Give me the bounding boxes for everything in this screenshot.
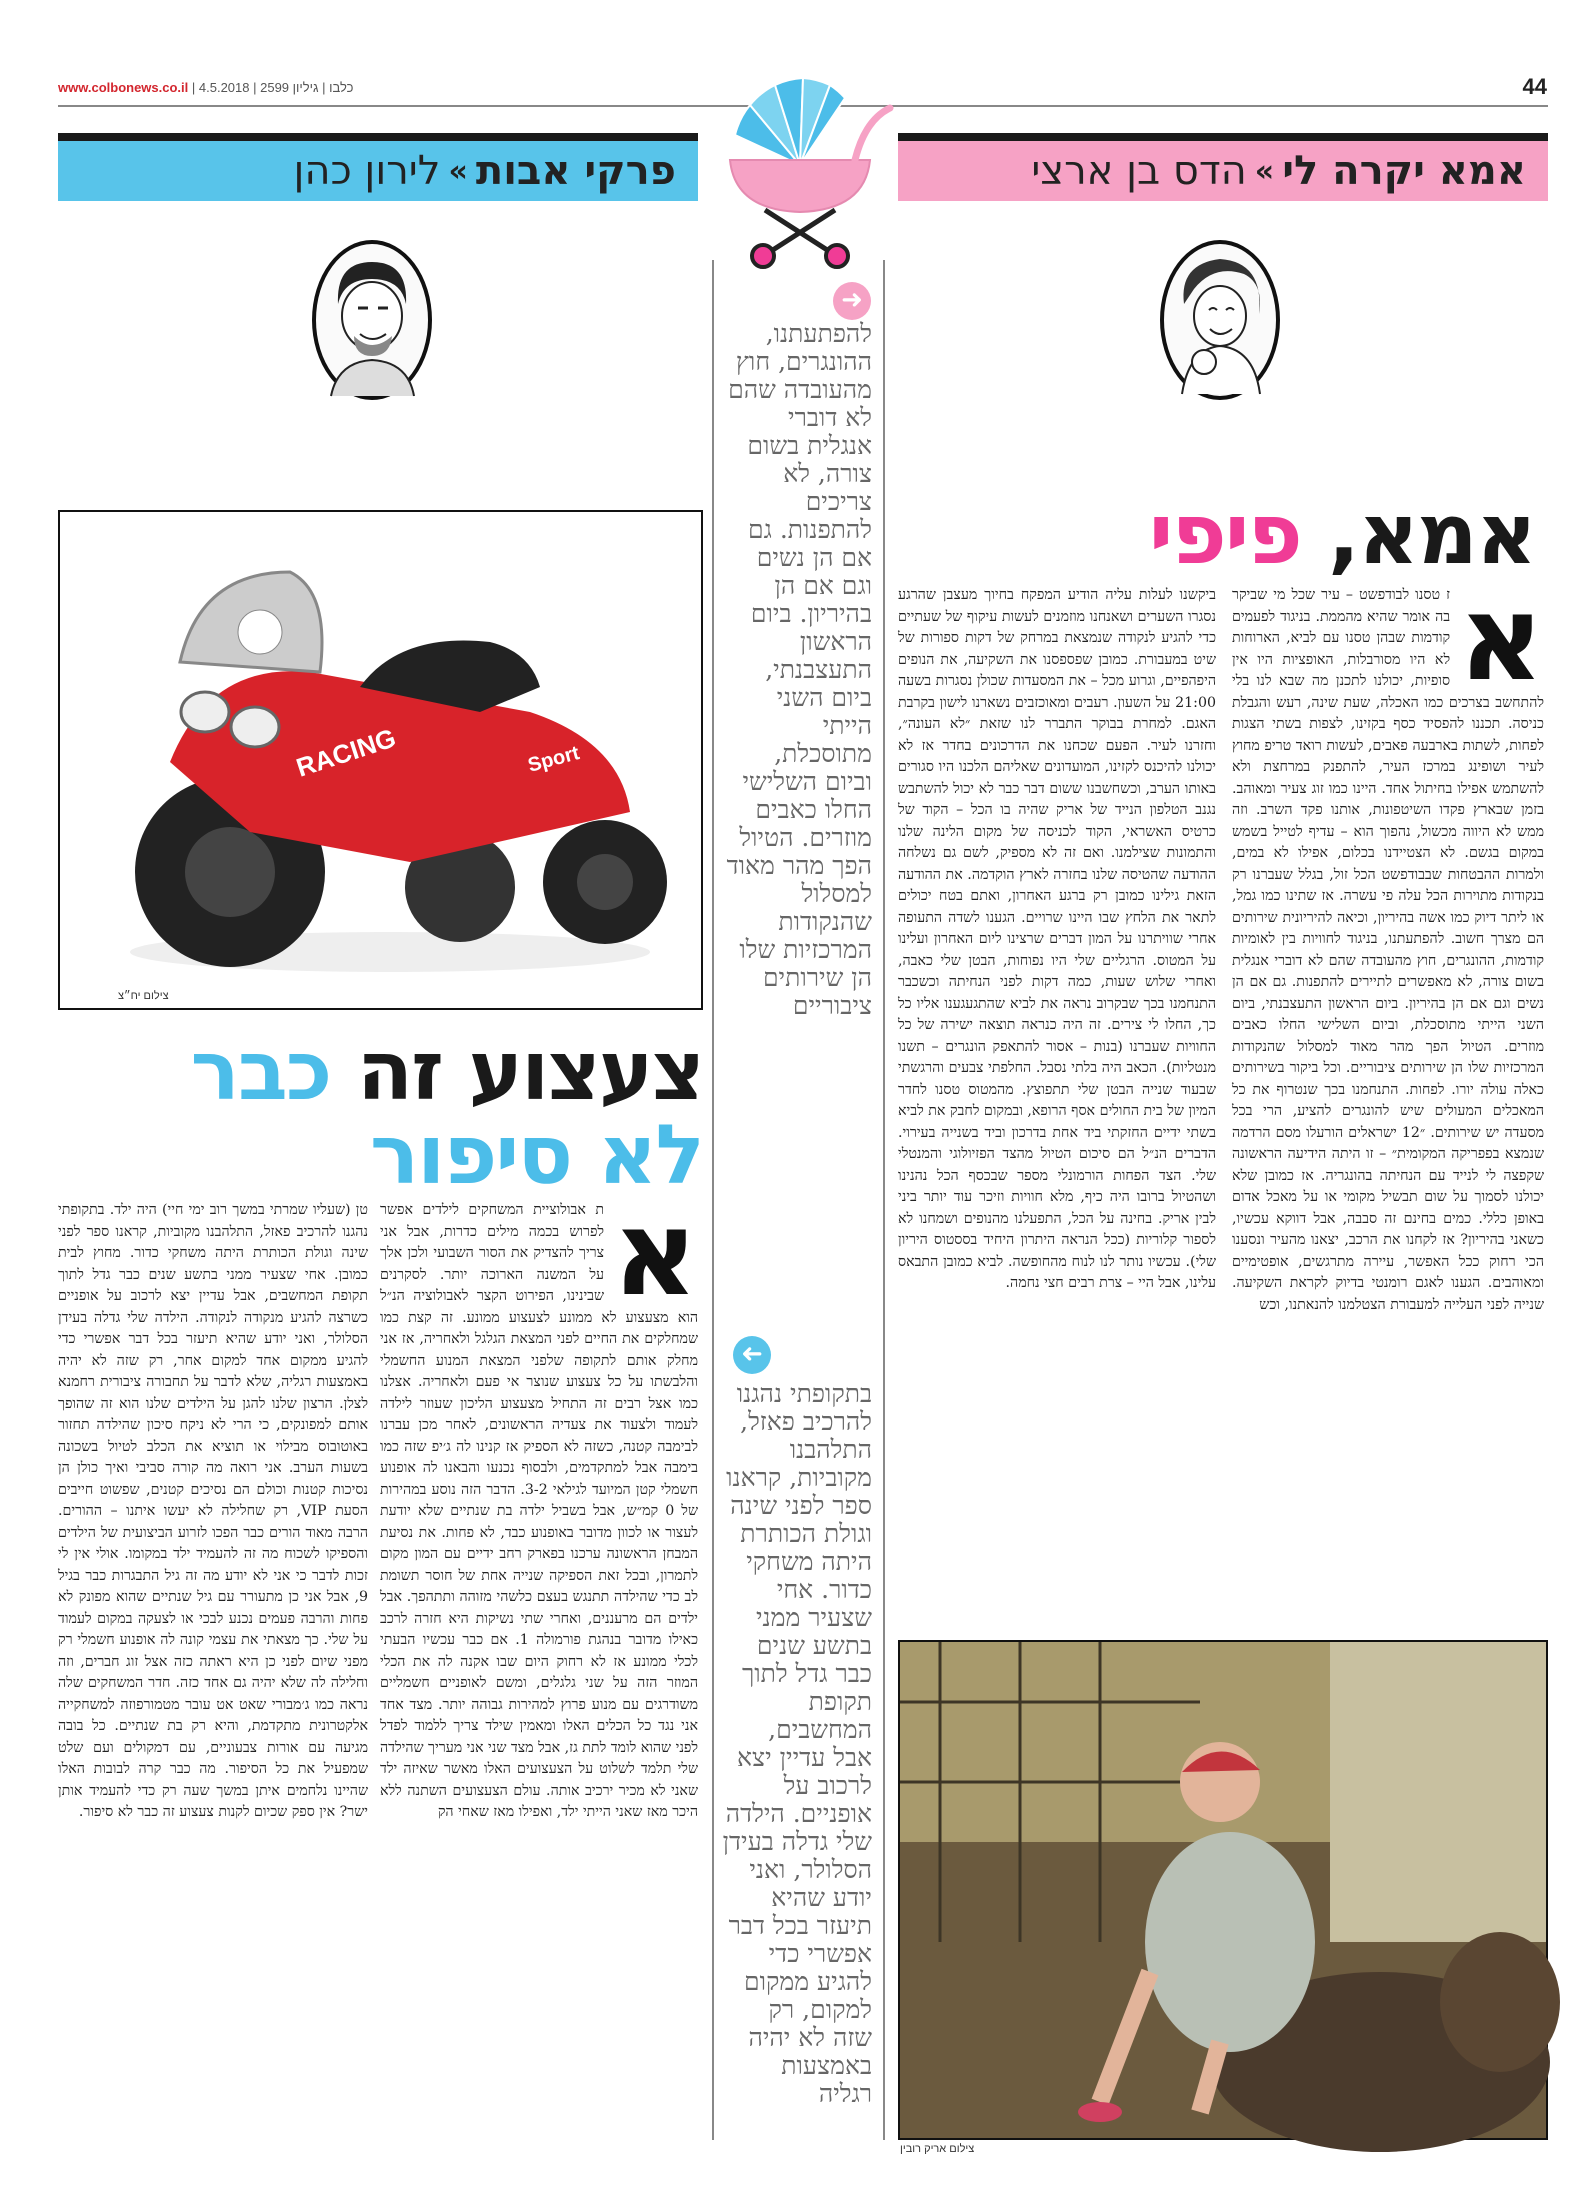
right-banner-top-stripe (898, 133, 1548, 141)
issue-info: | כלבו | גיליון 2599 | 4.5.2018 (191, 80, 354, 95)
left-article-col1 (380, 1184, 698, 2160)
right-col2-text: ביקשנו לעלות עליה הודיע המפקח בחיוך מעצבן שהרגע נסגרו השערים ושאנחנו מוזמנים לעשות עיקוף של שעתיים כדי להגיע לנקודה שנמצאת במרחק של דקות ספורות של שיט במעבורת. כמובן שפספסנו את השקיעה, את הנופים היפהפיים, וגרוע מכל – את המסעדות שכולן נסגרות בשעה 21:00 על השעון. רעבים ומאוכזבים נשארנו לישון בקרבת האגם. למחרת בבוקר התברר לנו שזאת ״לא העונה״, וחזרנו לעיר. הפעם שכחנו את הדרכונים בחדר אז לא יכולנו להיכנס לקזינו, המועדונים שאליהם הלכנו היו סגורים באותו הערב, וכשחשבנו ששום דבר כבר לא יכול להשתבש נגנב הטלפון הנייד של אריק שהיה בו הכל – הקוד של כרטיס האשראי, הקוד לכניסה של מקום הלינה שלנו והתמונות שצילמנו. ואם זה לא מספיק, לשם גם נשלחה ההודעה שהטיסה שלנו בחזרה לארץ הוקדמה. את ההודעה הזאת גילינו כמובן רק ברגע האחרון, ואתם בטח יכולים לתאר את הלחץ שבו היינו שרויים. הגענו לשדה התעופה אחרי שוויתרנו על המון דברים שרצינו ליום האחרון ועלינו על המטוס. הרגליים שלי היו נפוחות, הבטן שלי כאבה, ואחרי שלוש שעות, כמה דקות לפני הנחיתה וכשכבר התנחמנו בכך שבקרוב נראה את לביא שהתגעגענו אליו כל כך, החלו לי צירים. זה היה כנראה תוצאה ישירה של כל החוויות שעברנו (בנות – אסור להתאפק הונגרים – תשנו מנטליות). הכאב היה בלתי נסבל. החלפתי צבעים והרגשתי שבעוד שנייה הבטן שלי תתפוצץ. מהמטוס טסנו לחדר המיון של בית החולים אסף הרופא, ובמקום לחבק את לביא בשתי ידיים החזקתי ביד אחת בדרכון וביד בשנייה בעירוי. הדברים הנ״ל הם סיכום הטיול מהצד הפזיולוגי והמנטלי שלי. הצד הפחות הורמונלי מספר שבכסף הכל נהנינו ושהטיול ברובו היה כיף, מלא חוויות וזיכר עוד יותר ביני לבין אריק. בחינה על הכל, התפעלנו מהנופים ושמחנו לא לספור קלוריות (ככל הנראה היתרון היחיד בססטוס היריון שלי). עכשיו נותר לנו לנוח מהחופשה. לביא כמובן התבאס עלינו, אבל היי – צרת רבים חצי נחמה. (898, 587, 1216, 1291)
left-banner-title: פרקי אבות (475, 148, 676, 194)
left-col2-text: טן (שעליו שמרתי במשך רוב ימי חיי) היה ילד. בתקופתי נהגנו להרכיב פאזל, התלהבנו מקוביות, קראנו ספר לפני שינה וגולת הכותרת היתה משחקי כדור. מחוץ לבית כמובן. אחי שצעיר ממני בתשע שנים כבר גדל לתוך תקופת המחשבים, אבל עדיין יצא לרכוב על אופניים כשרצה להגיע מנקודה לנקודה. הילדה שלי גדלה בעידן הסלולר, ואני יודע שהיא תיעזר בכל דבר אפשרי כדי להגיע ממקום אחד למקום אחר, רק שזה לא יהיה באמצעות רגליה, שלא לדבר על תחבורה ציבורית רחמנא לצלן. הרצון שלנו להגן על הילדים שלנו הוא זה שהופך אותם למפונקים, כי הרי לא ניקח סיכון שהילדה תחזור באוטובוס מבילוי או תוציא את הכלב לטיול בשכונה בשעות הערב. אני רואה מה קורה סביבי ואיך כולן הן נסיכות קטנות וכולם הם נסיכים קטנים, שפשוט חייבים הסעת VIP, רק שחלילה לא יעשו איתנו – ההורים. הרבה מאוד הורים כבר הפכו לזרוע הביצועית של הילדים והספיקו לשכוח מה זה להעמיד ילד במקומו. אולי אין לי זכות לדבר כי אני לא יודע מה זה גיל התבגרות כבר בגיל 9, אבל אני כן מתעורר עם גיל שנתיים שהוא מפונק לא פחות והרבה פעמים נכנע לבכי או לצעקה במקום לעמוד על שלי. כך מצאתי את עצמי קונה לה אופנוע חשמלי רק מפני שיום לפני כן היא ראתה כזה אצל זוג חברים, וזה וחלילה לה שלא יהיה גם אחד כזה. חדר המשחקים שלה נראה כמו ג׳מבורי שאט אט עובר מטמורפוזה למשחקייה אלקטרונית מתקדמת, והיא רק בת שנתיים. כל בובה מגיעה עם אורות צבעוניים, עם דמקולים ועם שלט שמפעיל את כל הסיפור. מה כבר קרה לבובות האלו שהיינו נלחמים איתן במשך שעה רק כדי להעמיד אותן ישר? אין ספק שכיום לקנות צעצוע זה כבר לא סיפור. (58, 1202, 368, 1820)
left-banner-separator: » (448, 153, 468, 189)
right-column-banner (898, 141, 1548, 201)
middle-right-rule (883, 260, 885, 2140)
right-headline-part2: פיפי (1148, 485, 1301, 583)
left-banner-author: לירון כהן (293, 148, 441, 194)
left-author-portrait (312, 240, 432, 400)
middle-pullquote-bottom: בתקופתי נהגנו להרכיב פאזל, התלהבנו מקוביות, קראנו ספר לפני שינה וגולת הכותרת היתה משחקי כדור. אחי שצעיר ממני בתשע שנים כבר גדל לתוך תקופת המחשבים, אבל עדיין יצא לרכוב על אופניים. הילדה שלי גדלה בעידן הסלולר, ואני יודע שהיא תיעזר בכל דבר אפשרי כדי להגיע ממקום למקום, רק שזה לא יהיה באמצעות רגליה (722, 1379, 872, 2108)
site-url[interactable]: www.colbonews.co.il (58, 80, 189, 95)
toy-photo-credit: צילום יח״צ (118, 990, 169, 1002)
left-headline-part-a: צעצוע זה (356, 1024, 703, 1119)
left-headline (58, 1024, 703, 1203)
page-number: 44 (1522, 74, 1547, 99)
left-drop-cap: א (612, 1184, 698, 1322)
right-banner-title: אמא יקרה לי (1282, 148, 1526, 194)
right-banner-author: הדס בן ארצי (1031, 148, 1247, 194)
right-banner-separator: » (1254, 153, 1275, 189)
woman-photo (898, 1640, 1548, 2140)
middle-pullquote-top: להפתעתנו, ההונגרים, חוץ מהעובדה שהם לא דוברי אנגלית בשום צורה, לא צריכים להתפנות. גם אם הן נשים וגם אם הן בהיריון. ביום הראשון התעצבנתי, ביום השני הייתי מתוסכלת, וביום השלישי החלו כאבים מוזרים. הטיול הפך מהר מאוד למסלול שהנקודות המרכזיות שלו הן שירותים ציבוריים (726, 319, 872, 1020)
left-headline-line2: לא סיפור (369, 1108, 703, 1203)
left-article-col2 (58, 1200, 368, 2160)
left-banner-top-stripe (58, 133, 698, 141)
toy-motorcycle-photo (58, 510, 703, 1010)
left-headline-line1 (58, 1024, 703, 1119)
page-header-info (58, 80, 353, 95)
right-author-portrait (1160, 240, 1280, 400)
right-headline (1148, 485, 1535, 583)
toy-racing-label: RACING (292, 722, 400, 783)
stroller-logo (695, 60, 905, 270)
right-col1-text: ז טסנו לבודפשט – עיר שכל מי שביקר בה אומר שהיא מהממת. בניגוד לפעמים קודמות שבהן טסנו עם לביא, הארוחות לא היו מסורבלות, האופציות היו אין סופיות, יכולנו לתכנן מה שבא לנו בלי להתחשב בצרכים כמו האכלה, שעת שינה, רעש והגבלת כניסה. תכננו להפסיד כסף בקזינו, לצפות בשתי הצגות לפחות, לשתות בארבעה פאבים, לעשות רואד טריפ מחוץ לעיר ושופינג במרכז העיר, להתפנק במרחצת ולא להשתמש אפילו בחיתול אחד. היינו כמו זוג צעיר ומאוהב. בזמן שבארץ פקדו השיטפונות, אותנו פקד השרב. וזה ממש לא היווה מכשול, נהפוך הוא – עדיף לטייל בשמש במקום בגשם. לא הצטיידנו בכלום, אפילו לא במים, ולמרות ההבטחות שבבודפשט הכל זול, בגלל שעברנו רק בנקודות מתוירות הכל עלה פי עשרה. אז שתינו כמו גמל, או ליתר דיוק כמו אשה בהיריון, וכיאה להיריונית שירותים הם מצרך חשוב. להפתעתנו, בניגוד לחוויות בין לאומיות קודמות, ההונגרים, חוץ מהעובדה שהם לא דוברי אנגלית בשום צורה, לא מאפשרים לתיירים להתפנות. גם אם הן נשים וגם אם הן בהיריון. ביום הראשון התעצבנתי, ביום השני הייתי מתוסכלת, וביום השלישי החלו כאבים מוזרים. הטיול הפך מהר מאוד למסלול שהנקודות המרכזיות שלו הן שירותים ציבוריים. וכל ביקור בשירותים כאלה עולה יורו. לפחות. התנחמנו בכך שנטרוף את כל המאכלים המעולים שיש להונגרים להציע, הרי בכל מסעדה יש שירותים. ״12 ישראלים הורעלו מסם הרדמה שנמצא בפפריקה המקומית״ – זו היתה הידיעה הראשונה שקפצה לי לנייד עם הנחיתה בהונגריה. אז כמובן שלא יכולנו לסמוך על שום תבשיל מקומי או על מאכל אדום באופן כללי. כמים בחינם זה סבבה, אבל דווקא עכשיו, כשאני בהיריון? אז לקחנו את הרכב, יצאנו מהעיר ונסענו הכי רחוק ככל האפשר, עיירה מתרגשים, אופטימיים ומאוהבים. הגענו לאגם רומנטי בדיוק לקראת השקיעה. שנייה לפני העלייה למעבורת הצטלמנו להנאתנו, וכש (1232, 587, 1544, 1313)
right-drop-cap: א (1458, 569, 1544, 707)
right-article-col2 (898, 585, 1216, 1655)
left-col1-text: ת אבולוציית המשחקים לילדים אפשר לפרוש בכמה מילים כדרות, אבל אני צריך להצדיק את הסור השבועי ולכן אלך על המשנה הארוכה יותר. לסקרנים שבינינו, הפירוט הקצר לאבולוציה הנ״ל הוא מצעצוע לא ממונע לצעצוע ממונע. זה קצת כמו שמחלקים את החיים לפני המצאת הגלגל ולאחריה, אז אני מחלק אותם לתקופה שלפני המצאת המנוע החשמלי והלבשתו על כל צעצוע שנוצר אי פעם ולאחריה. אצלנו כמו אצל רבים זה התחיל מצעצוע הליכון שעוזר לילדה לעמוד ולצעוד את צעדיה הראשונים, לאחר מכן עברנו לבימבה קטנה, כשזה לא הספיק אז קנינו לה ג׳יפ שזה כמו בימבה אבל למתקדמים, ולבסוף נכנעו והבאנו לה אופנוע חשמלי קטן המיועד לגילאי 3-2. הדבר הזה נוסע במהירות של 0 קמ״ש, אבל בשביל ילדה בת שנתיים שלא יודעת לעצור או לכוון מדובר באופנוע כבד, לא פחות. את נסיעת המבחן הראשונה ערכנו בפארק רחב ידיים עם המון מקום לתמרון, ובכל זאת הספיקה שנייה אחת של חוסר תשומת לב כדי שהילדה תתנגש בעצם כלשהי מזוהה ותתהפך. אבל ילדים הם מרעננים, ואחרי שתי נשיקות היא חזרה לרכב כאילו מדובר בנהגת פורמולה 1. אם כבר עכשיו הבעתי לכלי ממונע אז לא רחוק היום שבו אקנה לה את הכלי המוזר הזה על שני גלגלים, ומשם לאופניים חשמליים משודרגים עם מנוע פרוץ למהירות גבוהה יותר. מצד אחד אני נגד כל הכלים האלו ומאמין שילד צריך ללמוד לפדל לפני שהוא לומד לתת גז, אבל מצד שני אני מעריך שהילדה שלי תלמד לשלוט על הצעצועים האלו מאשר שאיזה ילד שאני לא מכיר ירכיב אותה. עולם הצעצועים השתנה ללא היכר מאז שאני הייתי ילד, ואפילו מאז שאחי הק (380, 1202, 698, 1820)
right-article-col1 (1232, 569, 1544, 1655)
left-headline-part-b: כבר (190, 1024, 331, 1119)
toy-sport-label: Sport (525, 742, 582, 777)
left-column-banner (58, 141, 698, 201)
arrow-left-icon: ➜ (733, 1336, 771, 1374)
arrow-right-icon: ➜ (833, 282, 871, 320)
woman-photo-credit: צילום אריק רובין (900, 2143, 975, 2155)
right-headline-part1: אמא, (1327, 485, 1535, 583)
middle-left-rule (712, 260, 714, 2140)
